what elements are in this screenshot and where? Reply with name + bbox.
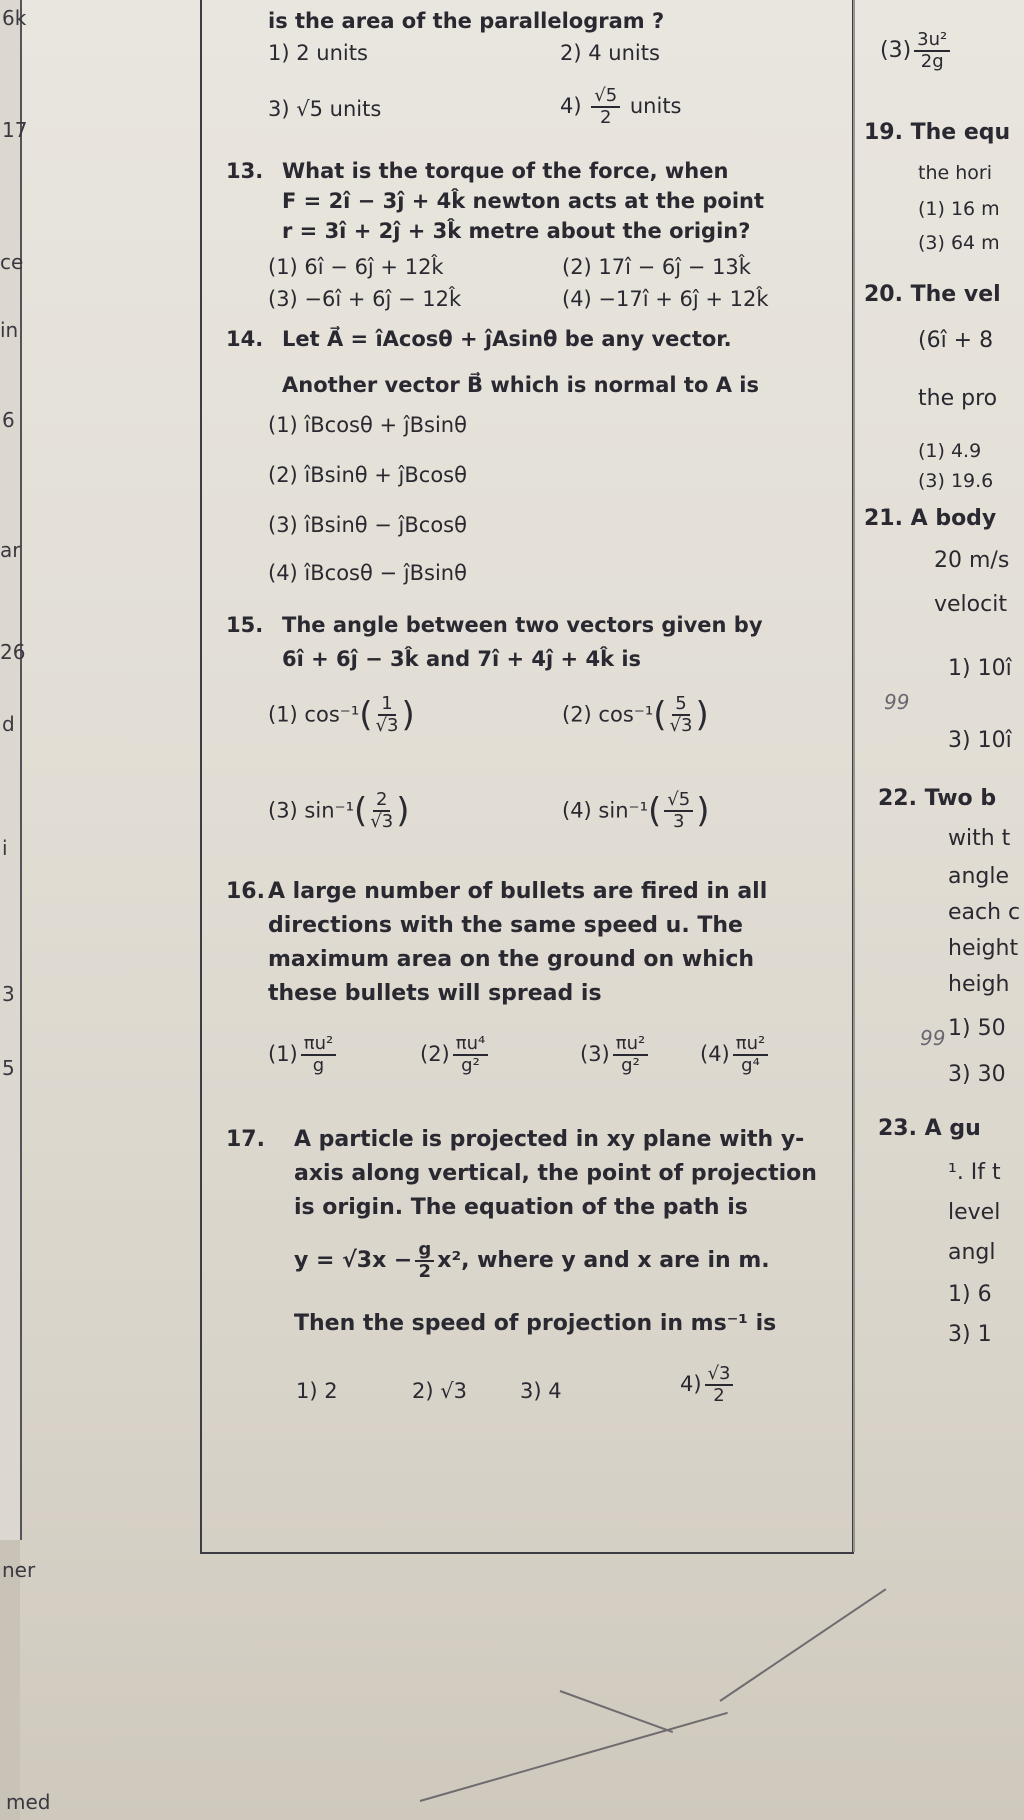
q17-option-1: 1) 2: [296, 1379, 338, 1403]
right-text: velocit: [934, 592, 1007, 617]
q15-number: 15.: [226, 613, 264, 637]
right-text: the pro: [918, 386, 998, 411]
q14-line-1: Let A⃗ = îAcosθ + ĵAsinθ be any vector.: [282, 327, 732, 351]
right-q23: 23. A gu: [878, 1116, 981, 1141]
q15-line-2: 6î + 6ĵ − 3k̂ and 7î + 4ĵ + 4k̂ is: [282, 647, 642, 671]
q16-option-1: (1) $\frac{\text{πu²}}{g}$: [268, 1034, 339, 1076]
right-text: 20 m/s: [934, 548, 1010, 573]
q17-option-4: 4) $\frac{√3}{2}$: [680, 1364, 736, 1406]
right-text: angle: [948, 864, 1010, 889]
right-text: (1) 4.9: [918, 440, 982, 462]
margin-mark: i: [2, 836, 8, 860]
q14-option-1: (1) îBcosθ + ĵBsinθ: [268, 413, 467, 437]
q13-option-4: (4) −17î + 6ĵ + 12k̂: [562, 287, 769, 311]
right-text: (6î + 8: [918, 328, 994, 353]
q13-option-3: (3) −6î + 6ĵ − 12k̂: [268, 287, 462, 311]
q17-line-1: A particle is projected in xy plane with y-: [294, 1127, 805, 1152]
q15-option-2: (2) cos⁻¹( $\frac{5}{√3}$ ): [562, 693, 709, 737]
q17-equation: y = √3x − $\frac{g}{2}$ x², where y and x are in m.: [294, 1239, 770, 1282]
q16-option-2: (2) $\frac{\text{πu⁴}}{\text{g²}}$: [420, 1034, 491, 1076]
q13-option-1: (1) 6î − 6ĵ + 12k̂: [268, 255, 444, 279]
right-text: with t: [948, 826, 1011, 851]
margin-mark: d: [2, 712, 15, 736]
right-q21: 21. A body: [864, 506, 997, 531]
right-q22: 22. Two b: [878, 786, 997, 811]
right-text: (1) 16 m: [918, 198, 1000, 220]
margin-mark: ce: [0, 250, 24, 274]
right-text: level: [948, 1200, 1001, 1225]
q17-then: Then the speed of projection in ms⁻¹ is: [294, 1311, 777, 1336]
q15-option-3: (3) sin⁻¹( $\frac{2}{√3}$ ): [268, 789, 410, 833]
margin-mark: 17: [2, 118, 28, 142]
q16-line-1: A large number of bullets are fired in all: [268, 879, 768, 904]
q14-number: 14.: [226, 327, 264, 351]
right-text: (3) 19.6: [918, 470, 994, 492]
margin-mark: ar: [0, 538, 21, 562]
q15-option-1: (1) cos⁻¹( $\frac{1}{√3}$ ): [268, 693, 415, 737]
pen-mark: 99: [920, 1026, 946, 1050]
left-page-bottom: [0, 1540, 20, 1820]
right-q19: 19. The equ: [864, 120, 1011, 145]
q12-option-3: 3) √5 units: [268, 97, 382, 121]
pencil-stroke: [560, 1690, 673, 1733]
q17-number: 17.: [226, 1127, 265, 1152]
right-text: 3) 1: [948, 1322, 992, 1347]
q14-option-4: (4) îBcosθ − ĵBsinθ: [268, 561, 467, 585]
right-text: angl: [948, 1240, 996, 1265]
right-text: 1) 50: [948, 1016, 1006, 1041]
q16-option-3: (3) $\frac{\text{πu²}}{\text{g²}}$: [580, 1034, 651, 1076]
q14-line-2: Another vector B⃗ which is normal to A is: [282, 373, 759, 397]
right-top-option: (3) $\frac{\text{3u²}}{2g}$: [880, 30, 953, 72]
right-text: (3) 64 m: [918, 232, 1000, 254]
q16-line-2: directions with the same speed u. The: [268, 913, 743, 938]
q12-option-4: 4) $\frac{√5}{2}$ units: [560, 85, 682, 128]
right-text: ¹. If t: [948, 1160, 1001, 1185]
left-page-edge: [0, 0, 22, 1540]
right-text: 3) 10î: [948, 728, 1012, 753]
q17-option-2: 2) √3: [412, 1379, 467, 1403]
right-text: each c: [948, 900, 1021, 925]
right-text: heigh: [948, 972, 1010, 997]
q17-option-3: 3) 4: [520, 1379, 562, 1403]
right-text: 1) 6: [948, 1282, 992, 1307]
q14-option-2: (2) îBsinθ + ĵBcosθ: [268, 463, 467, 487]
right-text: 1) 10î: [948, 656, 1012, 681]
q15-option-4: (4) sin⁻¹( $\frac{√5}{3}$ ): [562, 789, 710, 833]
margin-mark: in: [0, 318, 19, 342]
right-q20: 20. The vel: [864, 282, 1001, 307]
column-separator: [853, 0, 855, 1552]
margin-mark: 6: [2, 408, 15, 432]
q12-stem: is the area of the parallelogram ?: [268, 9, 665, 33]
q12-option-2: 2) 4 units: [560, 41, 660, 65]
margin-mark: 5: [2, 1056, 15, 1080]
margin-mark: ner: [2, 1558, 36, 1582]
q15-line-1: The angle between two vectors given by: [282, 613, 763, 637]
q14-option-3: (3) îBsinθ − ĵBcosθ: [268, 513, 467, 537]
q16-option-4: (4) $\frac{\text{πu²}}{\text{g⁴}}$: [700, 1034, 771, 1076]
right-text: the hori: [918, 162, 992, 184]
q13-number: 13.: [226, 159, 264, 183]
margin-mark: 3: [2, 982, 15, 1006]
pen-mark: 99: [884, 690, 910, 714]
right-text: 3) 30: [948, 1062, 1006, 1087]
right-text: height: [948, 936, 1019, 961]
q13-line-3: r = 3î + 2ĵ + 3k̂ metre about the origin?: [282, 219, 751, 243]
q17-line-3: is origin. The equation of the path is: [294, 1195, 748, 1220]
margin-mark: 26: [0, 640, 26, 664]
q16-line-3: maximum area on the ground on which: [268, 947, 755, 972]
pencil-stroke: [420, 1712, 728, 1802]
q12-option-1: 1) 2 units: [268, 41, 368, 65]
margin-mark: med: [6, 1790, 51, 1814]
q17-line-2: axis along vertical, the point of projection: [294, 1161, 817, 1186]
q13-line-1: What is the torque of the force, when: [282, 159, 729, 183]
q16-number: 16.: [226, 879, 265, 904]
q16-line-4: these bullets will spread is: [268, 981, 602, 1006]
pencil-stroke: [719, 1588, 886, 1701]
margin-mark: 6k: [2, 6, 27, 30]
q13-line-2: F = 2î − 3ĵ + 4k̂ newton acts at the point: [282, 189, 765, 213]
q13-option-2: (2) 17î − 6ĵ − 13k̂: [562, 255, 751, 279]
